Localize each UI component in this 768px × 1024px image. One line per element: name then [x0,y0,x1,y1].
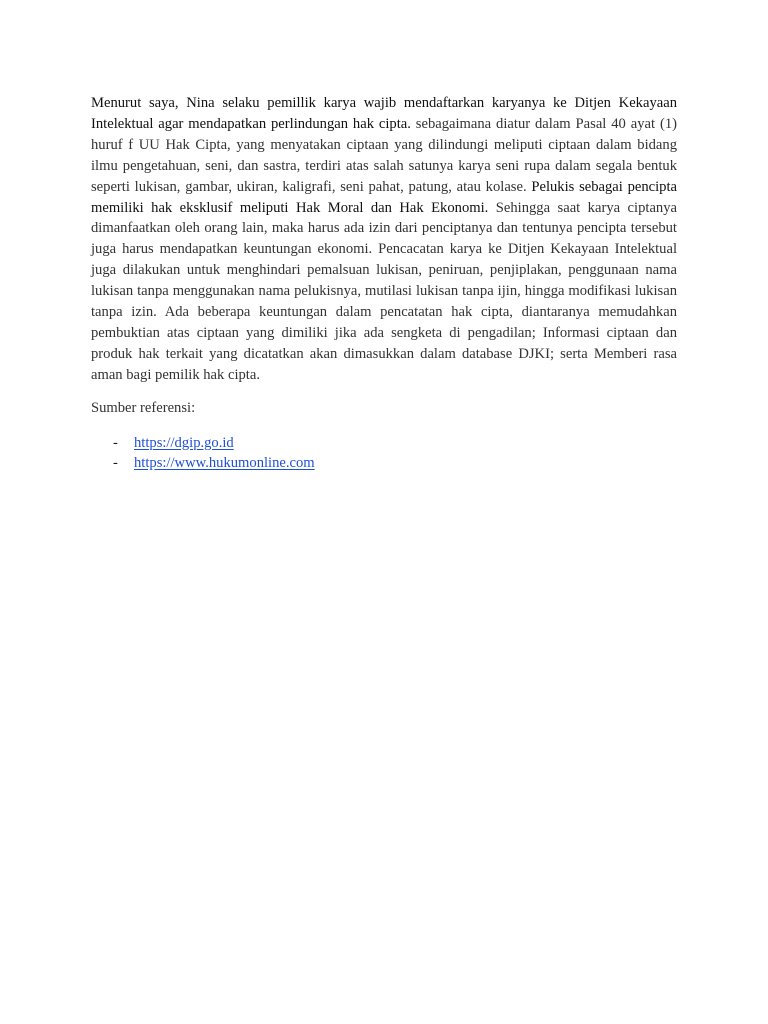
list-dash: - [113,434,118,451]
paragraph-segment: Sehingga saat karya ciptanya dimanfaatkan oleh orang lain, maka harus ada izin dari penciptanya dan tentunya pencipta tersebut juga harus mendapatkan keuntungan ekonomi. Pencacatan karya ke Ditjen Kekayaan Intelektual juga dilakukan untuk menghindari pemalsuan lukisan, peniruan, penjiplakan, penggunaan nama lukisan tanpa menggunakan nama pelukisnya, mutilasi lukisan tanpa ijin, hingga modifikasi lukisan tanpa izin. Ada beberapa keuntungan dalam pencatatan hak cipta, diantaranya memudahkan pembuktian atas ciptaan yang dimiliki jika ada sengketa di pengadilan; Informasi ciptaan dan produk hak terkait yang dicatatkan akan dimasukkan dalam database DJKI; serta Memberi rasa aman bagi pemilik hak cipta. [91,199,677,383]
body-paragraph [91,93,677,386]
list-dash: - [113,455,118,472]
paragraph-segment: sebagaimana diatur dalam Pasal 40 ayat (1) huruf f UU Hak Cipta, yang menyatakan ciptaan yang dilindungi meliputi ciptaan dalam bidang ilmu pengetahuan, seni, dan sastra, terdiri atas salah satunya karya seni rupa dalam segala bentuk seperti lukisan, gambar, ukiran, kaligrafi, seni pahat, patung, atau kolase. [91,115,677,195]
references-list [91,433,677,475]
paragraph-segment: Pelukis sebagai pencipta memiliki hak eksklusif meliputi Hak Moral dan Hak Ekonomi. [91,178,677,216]
document-content [91,93,677,474]
reference-link-dgip[interactable]: https://dgip.go.id [134,434,234,451]
paragraph-segment: Menurut saya, Nina selaku pemillik karya wajib mendaftarkan karyanya ke Ditjen Kekayaan Intelektual agar mendapatkan perlindungan hak cipta. [91,95,677,132]
list-item [91,433,677,454]
reference-link-hukumonline[interactable]: https://www.hukumonline.com [134,455,315,472]
list-item [91,453,677,474]
references-heading: Sumber referensi: [91,399,196,416]
